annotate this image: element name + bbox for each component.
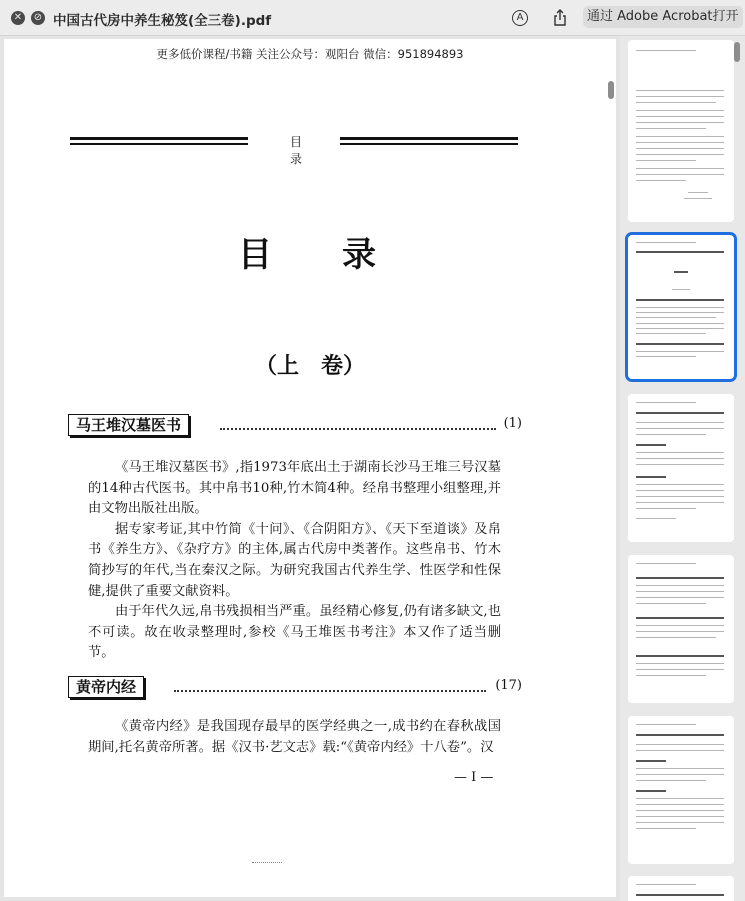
page-thumbnail[interactable] (628, 876, 734, 901)
heading-rule-right (340, 137, 518, 147)
page-number: — I — (454, 770, 494, 785)
entry-description (88, 717, 501, 758)
title-bar (0, 0, 745, 36)
paragraph: 《黄帝内经》是我国现存最早的医学经典之一,成书约在春秋战国期间,托名黄帝所著。据《汉书·艺文志》载:“《黄帝内经》十八卷”。汉 (88, 719, 501, 755)
markup-icon[interactable]: A (512, 10, 528, 26)
thumbnail-sidebar[interactable] (620, 36, 745, 901)
toc-leader-dots (174, 690, 486, 692)
heading-rule-left (70, 137, 248, 147)
share-icon[interactable] (551, 9, 569, 27)
document-view[interactable] (0, 36, 620, 901)
page-title: 目录 (238, 235, 446, 275)
entry-description (88, 458, 501, 664)
paragraph: 《马王堆汉墓医书》,指1973年底出土于湖南长沙马王堆三号汉墓的14种古代医书。其中帛书10种,竹木简4种。经帛书整理小组整理,并由文物出版社出版。 (88, 460, 501, 517)
page-bottom-mark (252, 862, 282, 865)
toc-entry[interactable] (68, 676, 522, 700)
page-thumbnail[interactable] (628, 716, 734, 864)
close-icon[interactable]: ✕ (11, 11, 25, 25)
toc-entry-title: 马王堆汉墓医书 (68, 414, 189, 436)
toc-leader-dots (220, 428, 496, 430)
page-header-note: 更多低价课程/书籍 关注公众号：观阳台 微信：951894893 (156, 47, 464, 61)
hide-icon[interactable]: ⊘ (31, 11, 45, 25)
paragraph: 由于年代久远,帛书残损相当严重。虽经精心修复,仍有诸多缺文,也不可读。故在收录整理时,参校《马王堆医书考注》本又作了适当删节。 (88, 604, 501, 661)
paragraph: 据专家考证,其中竹简《十问》、《合阴阳方》、《天下至道谈》及帛书《养生方》、《杂疗方》的主体,属古代房中类著作。这些帛书、竹木简抄写的年代,当在秦汉之际。为研究我国古代养生学、性医学和性保健,提供了重要文献资料。 (88, 521, 501, 599)
page-thumbnail[interactable] (628, 394, 734, 542)
toc-entry[interactable] (68, 414, 522, 438)
page-thumbnail-selected[interactable] (628, 235, 734, 379)
volume-heading: （上 卷） (254, 353, 365, 379)
sidebar-scrollbar[interactable] (734, 42, 740, 62)
toc-entry-title: 黄帝内经 (68, 676, 144, 698)
main-scrollbar[interactable] (608, 81, 614, 99)
page-thumbnail[interactable] (628, 40, 734, 222)
toc-entry-page: (17) (495, 678, 522, 693)
page-thumbnail[interactable] (628, 555, 734, 703)
pdf-page (4, 39, 616, 897)
small-heading: 目录 (289, 135, 328, 166)
open-in-acrobat-button[interactable]: 通过 Adobe Acrobat打开 (583, 6, 743, 28)
toc-entry-page: (1) (503, 416, 522, 431)
window-title: 中国古代房中养生秘笈(全三卷).pdf (53, 13, 272, 29)
